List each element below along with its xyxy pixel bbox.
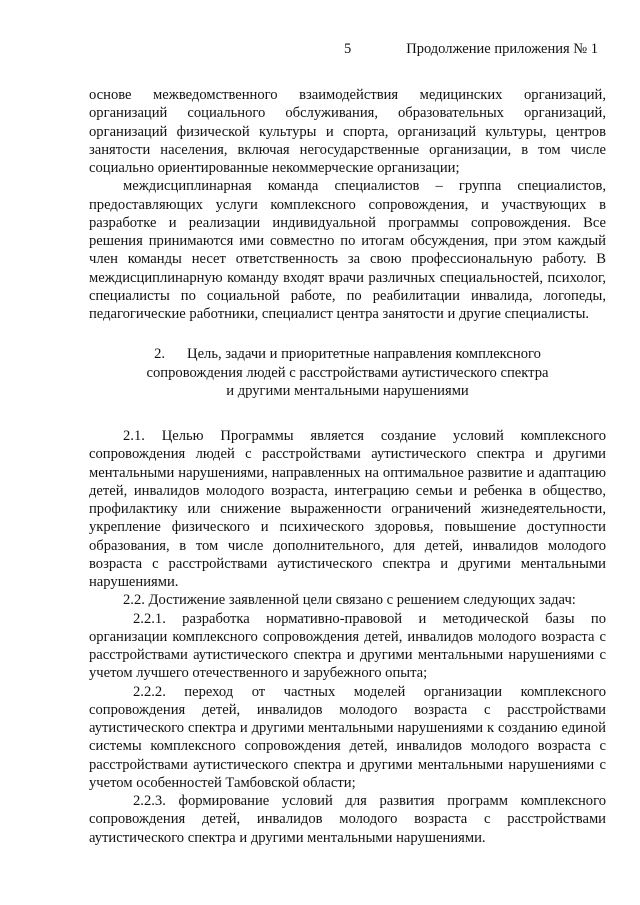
item-2-2: 2.2. Достижение заявленной цели связано с решением следующих задач: [123, 592, 576, 609]
appendix-continuation-note: Продолжение приложения № 1 [406, 41, 598, 57]
paragraph-interagency: основе межведомственного взаимодействия медицинских организаций, организаций социального обслуживания, образовательных организаций, организаций физической культуры и спорта, организаций культуры, центров занятости населения, включая негосударственные организации, в том числе социально ориентированные некоммерческие организации; [89, 87, 606, 176]
item-2-2-2: 2.2.2. переход от частных моделей организации комплексного сопровождения детей, инвалидов молодого возраста с расстройствами аутистического спектра и другими ментальными нарушениями к созданию единой системы комплексного сопровождения детей, инвалидов молодого возраста с расстройствами аутистического спектра и другими ментальными нарушениями с учетом особенностей Тамбовской области; [89, 683, 606, 791]
item-2-1: 2.1. Целью Программы является создание условий комплексного сопровождения людей с расстройствами аутистического спектра и другими ментальными нарушениями, направленных на оптимальное развитие и адаптацию детей, инвалидов молодого возраста, интеграцию семьи и ребенка в общество, профилактику или снижение выраженности ограничений жизнедеятельности, укрепление физического и психического здоровья, повышение доступности образования, в том числе дополнительного, для детей, инвалидов молодого возраста с расстройствами аутистического спектра и другими ментальными нарушениями. [89, 428, 606, 590]
page-number: 5 [344, 41, 352, 57]
document-body [89, 86, 606, 847]
section-title-line-1: Цель, задачи и приоритетные направления комплексного [187, 346, 541, 363]
section-heading [89, 345, 606, 400]
item-2-2-1: 2.2.1. разработка нормативно-правовой и методической базы по организации комплексного сопровождения детей, инвалидов молодого возраста с расстройствами аутистического спектра и другими ментальными нарушениями с учетом лучшего отечественного и зарубежного опыта; [89, 610, 606, 682]
page-header [0, 41, 640, 61]
section-title-line-3: и другими ментальными нарушениями [226, 382, 469, 399]
item-2-2-3: 2.2.3. формирование условий для развития программ комплексного сопровождения детей, инвалидов молодого возраста с расстройствами аутистического спектра и другими ментальными нарушениями. [89, 793, 606, 846]
section-title-line-2: сопровождения людей с расстройствами аутистического спектра [146, 364, 549, 381]
section-number: 2. [154, 346, 166, 363]
paragraph-multidisciplinary-team: междисциплинарная команда специалистов – группа специалистов, предоставляющих услуги комплексного сопровождения, и участвующих в разработке и реализации индивидуальной программы сопровождения. Все решения принимаются ими совместно по итогам обсуждения, при этом каждый член команды несет ответственность за свою профессиональную работу. В междисциплинарную команду входят врачи различных специальностей, психолог, специалисты по социальной работе, по реабилитации инвалида, логопеды, педагогические работники, специалист центра занятости и другие специалисты. [89, 178, 606, 322]
